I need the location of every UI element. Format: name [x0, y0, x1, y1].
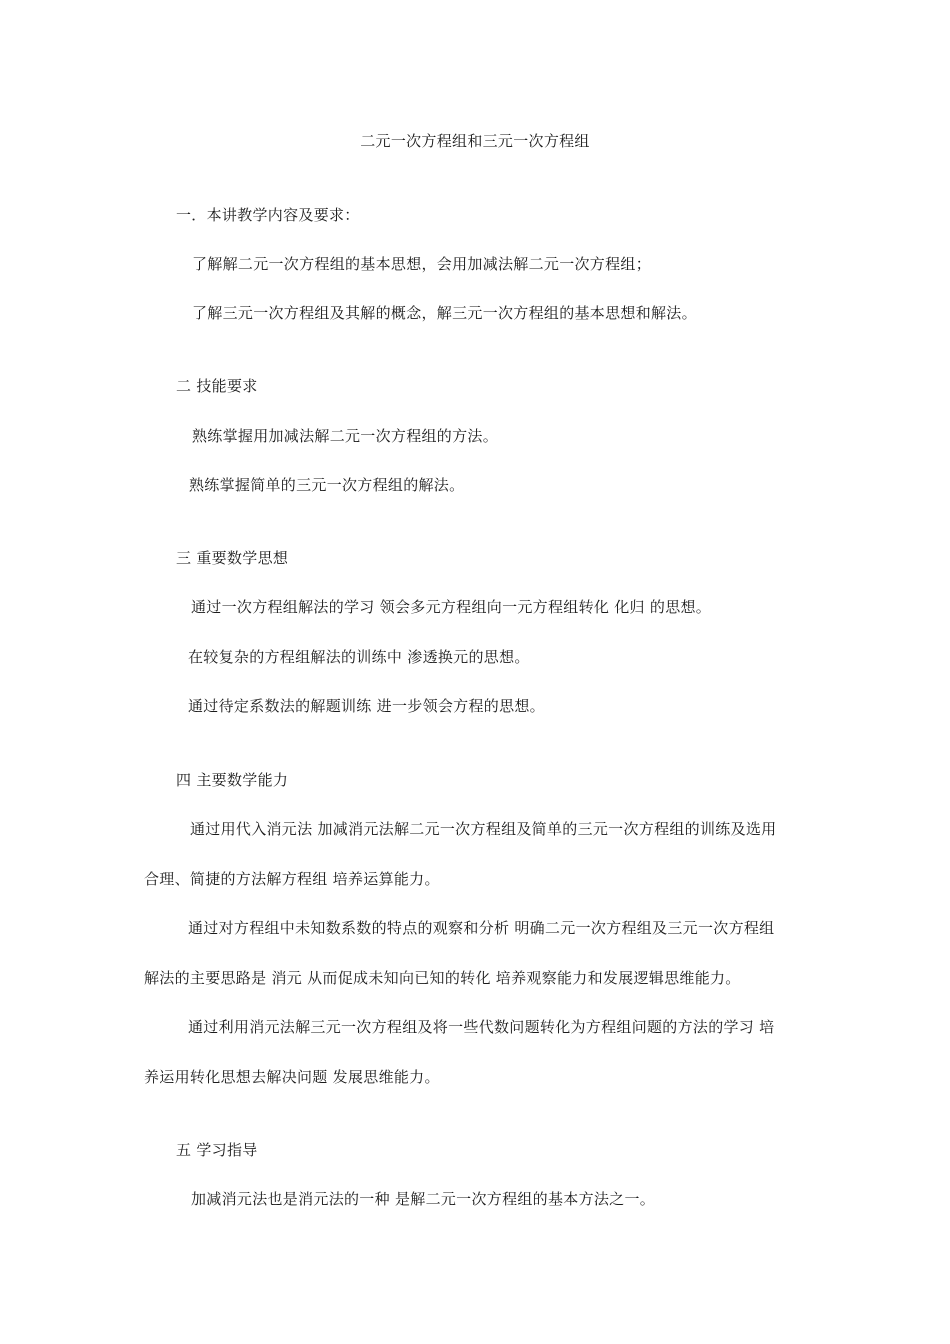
paragraph-line: 熟练掌握用加减法解二元一次方程组的方法。 [192, 427, 499, 445]
page-title: 二元一次方程组和三元一次方程组 [360, 132, 590, 150]
section-heading-3: 三 重要数学思想 [176, 549, 289, 567]
paragraph-line: 熟练掌握简单的三元一次方程组的解法。 [189, 476, 465, 494]
section-heading-5: 五 学习指导 [176, 1141, 258, 1159]
paragraph-line: 了解三元一次方程组及其解的概念，解三元一次方程组的基本思想和解法。 [192, 304, 697, 322]
paragraph-line: 合理、简捷的方法解方程组 培养运算能力。 [144, 870, 440, 888]
section-heading-4: 四 主要数学能力 [176, 771, 289, 789]
paragraph-line: 在较复杂的方程组解法的训练中 渗透换元的思想。 [188, 648, 530, 666]
paragraph-line: 了解解二元一次方程组的基本思想，会用加减法解二元一次方程组； [192, 255, 652, 273]
paragraph-line: 养运用转化思想去解决问题 发展思维能力。 [144, 1068, 440, 1086]
section-heading-1: 一．本讲教学内容及要求： [176, 206, 360, 224]
paragraph-line: 加减消元法也是消元法的一种 是解二元一次方程组的基本方法之一。 [191, 1190, 656, 1208]
paragraph-line: 通过用代入消元法 加减消元法解二元一次方程组及简单的三元一次方程组的训练及选用 [190, 820, 777, 838]
paragraph-line: 通过对方程组中未知数系数的特点的观察和分析 明确二元一次方程组及三元一次方程组 [188, 919, 775, 937]
paragraph-line: 通过一次方程组解法的学习 领会多元方程组向一元方程组转化 化归 的思想。 [191, 598, 712, 616]
section-heading-2: 二 技能要求 [176, 377, 258, 395]
paragraph-line: 通过利用消元法解三元一次方程组及将一些代数问题转化为方程组问题的方法的学习 培 [188, 1018, 775, 1036]
paragraph-line: 解法的主要思路是 消元 从而促成未知向已知的转化 培养观察能力和发展逻辑思维能力。 [144, 969, 741, 987]
paragraph-line: 通过待定系数法的解题训练 进一步领会方程的思想。 [188, 697, 545, 715]
